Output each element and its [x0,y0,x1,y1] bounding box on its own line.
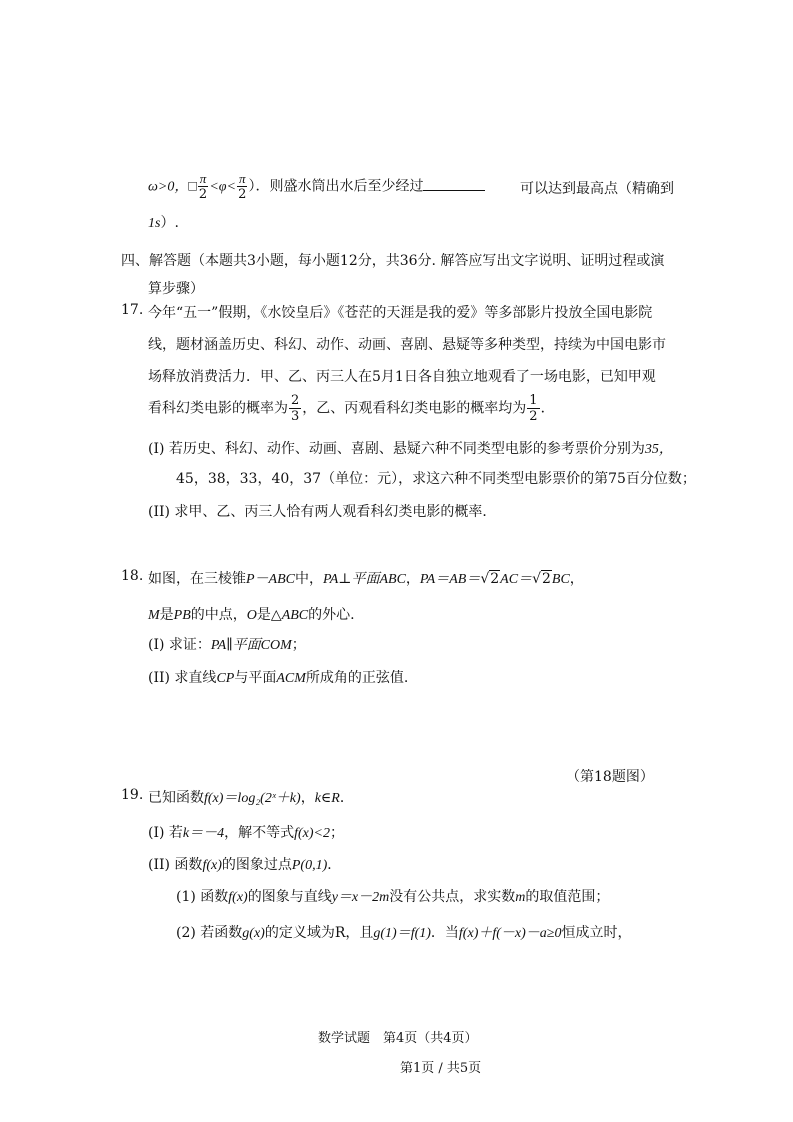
sub-sub-question-1 [176,886,609,906]
section-heading: 四、解答题（本题共3小题，每小题12分，共36分. 解答应写出文字说明、证明过程或演 [121,253,665,269]
sqrt-2: √2 [480,571,500,587]
math-k-in-r: k∈R [314,791,340,806]
omega-condition: ω>0，□ [148,179,197,195]
continuation-text: ）．则盛水筒出水后至少经过 [248,178,424,195]
text: 看科幻类电影的概率为 [148,400,288,417]
text: ． [327,857,342,873]
math-m: M [148,608,160,623]
question-text: 今年“五一”假期，《水饺皇后》《苍茫的天涯是我的爱》等多部影片投放全国电影院 [148,305,653,321]
sub-question-1 [148,822,344,842]
math-abc: ABC [379,572,406,587]
math-bc: BC [551,572,570,587]
text: 的外心. [308,607,355,623]
text: ． [339,790,354,806]
math-o: O [246,608,257,623]
text: (1) 函数 [176,889,229,905]
math-inequality: f(x)<2 [294,826,330,841]
sub-question-2 [148,667,408,687]
math-pb: PB [173,608,191,623]
text: (I) 若 [148,825,183,841]
question-text-fractions [148,394,555,423]
text: 是△ [256,607,282,623]
question-text: 场释放消费活力．甲、乙、丙三人在5月1日各自独立地观看了一场电影，已知甲观 [148,369,656,385]
sub-question-2: (II) 求甲、乙、丙三人恰有两人观看科幻类电影的概率． [148,504,497,520]
text: (II) 求直线 [148,670,217,686]
math-pabc: P－ABC [246,572,295,587]
fraction-pi-over-2: $\frac{\pi}{2}$ [198,171,208,202]
continuation-line-2 [148,212,179,232]
text: 的中点， [190,607,247,623]
math-g: g(x) [242,926,265,941]
text: ， [569,571,584,587]
math-point: P(0,1) [291,858,328,873]
math-abc: ABC [281,608,309,623]
page-indicator: 第1页 / 共5页 [400,1061,482,1076]
text: ； [330,825,344,841]
question-number: 18. [121,568,144,584]
math-pa-perp: PA⊥平面 [323,572,380,587]
math-pa-parallel: PA∥平面COM [210,638,292,653]
math-condition: f(x)＋f(－x)－a≥0 [458,926,562,941]
continuation-tail: ）. [160,215,179,231]
text: 所成角的正弦值. [305,670,409,686]
text: 恒成立时， [561,925,632,941]
math-k-value: k＝－4 [182,826,225,841]
text: ； [291,637,306,653]
text: 的定义域为R，且 [264,925,374,941]
price-value: 35， [644,442,673,457]
text: 与平面 [234,670,277,686]
question-text [148,604,355,624]
text: 如图，在三棱锥 [148,571,246,587]
text: ，解不等式 [224,825,295,841]
continuation-text-right: 可以达到最高点（精确到 [520,181,674,197]
text: (I) 求证： [148,637,211,653]
answer-blank[interactable] [423,176,485,191]
sub-sub-question-2 [176,922,631,942]
fraction-two-thirds: $\frac{2}{3}$ [291,393,300,424]
continuation-line [148,172,485,201]
math-f: f(x) [202,858,222,873]
section-heading-2: 算步骤） [148,281,204,297]
text: (II) 函数 [148,857,203,873]
text: ．当 [430,925,459,941]
text: 的图象过点 [221,857,292,873]
unit-seconds: 1s [148,216,161,231]
sub-question-1 [148,634,306,654]
math-line: y＝x－2m [331,890,390,905]
math-g-eq: g(1)＝f(1) [373,926,431,941]
question-text [148,787,354,807]
question-text: 线，题材涵盖历史、科幻、动作、动画、喜剧、悬疑等多种类型，持续为中国电影市 [148,337,666,353]
math-f: f(x) [228,890,248,905]
text: ． [540,400,555,417]
math-m: m [515,890,526,905]
text: 是 [159,607,174,623]
sub-question-1-cont: 45，38，33，40，37（单位：元），求这六种不同类型电影票价的第75百分位数； [176,471,696,487]
text: 中， [295,571,323,587]
math-ac: AC＝ [500,572,533,587]
text: ，乙、丙观看科幻类电影的概率均为 [302,400,527,417]
text: 的取值范围； [525,889,610,905]
page-footer: 数学试题 第4页（共4页） [318,1031,478,1046]
fraction-pi-over-2: $\frac{\pi}{2}$ [238,171,247,202]
text: ， [405,571,420,587]
question-text [148,568,584,588]
sub-question-1 [148,438,673,458]
math-eq: PA＝AB＝ [419,572,481,587]
math-cp: CP [216,671,235,686]
figure-caption: （第18题图） [566,769,654,785]
phi-range: <φ< [209,179,236,195]
math-acm: ACM [276,671,306,686]
question-number: 17. [121,302,144,318]
fraction-one-half: $\frac{1}{2}$ [529,393,538,424]
text: 已知函数 [148,790,204,806]
sub-question-2 [148,854,341,874]
text: 没有公共点，求实数 [389,889,516,905]
text: 的图象与直线 [247,889,332,905]
sqrt-2: √2 [532,571,551,587]
question-number: 19. [121,787,144,803]
math-fx: f(x)＝log₂(2ˣ＋k) [204,791,301,806]
text: (2) 若函数 [176,925,243,941]
text: ， [300,790,315,806]
text: (I) 若历史、科幻、动作、动画、喜剧、悬疑六种不同类型电影的参考票价分别为 [148,441,645,457]
